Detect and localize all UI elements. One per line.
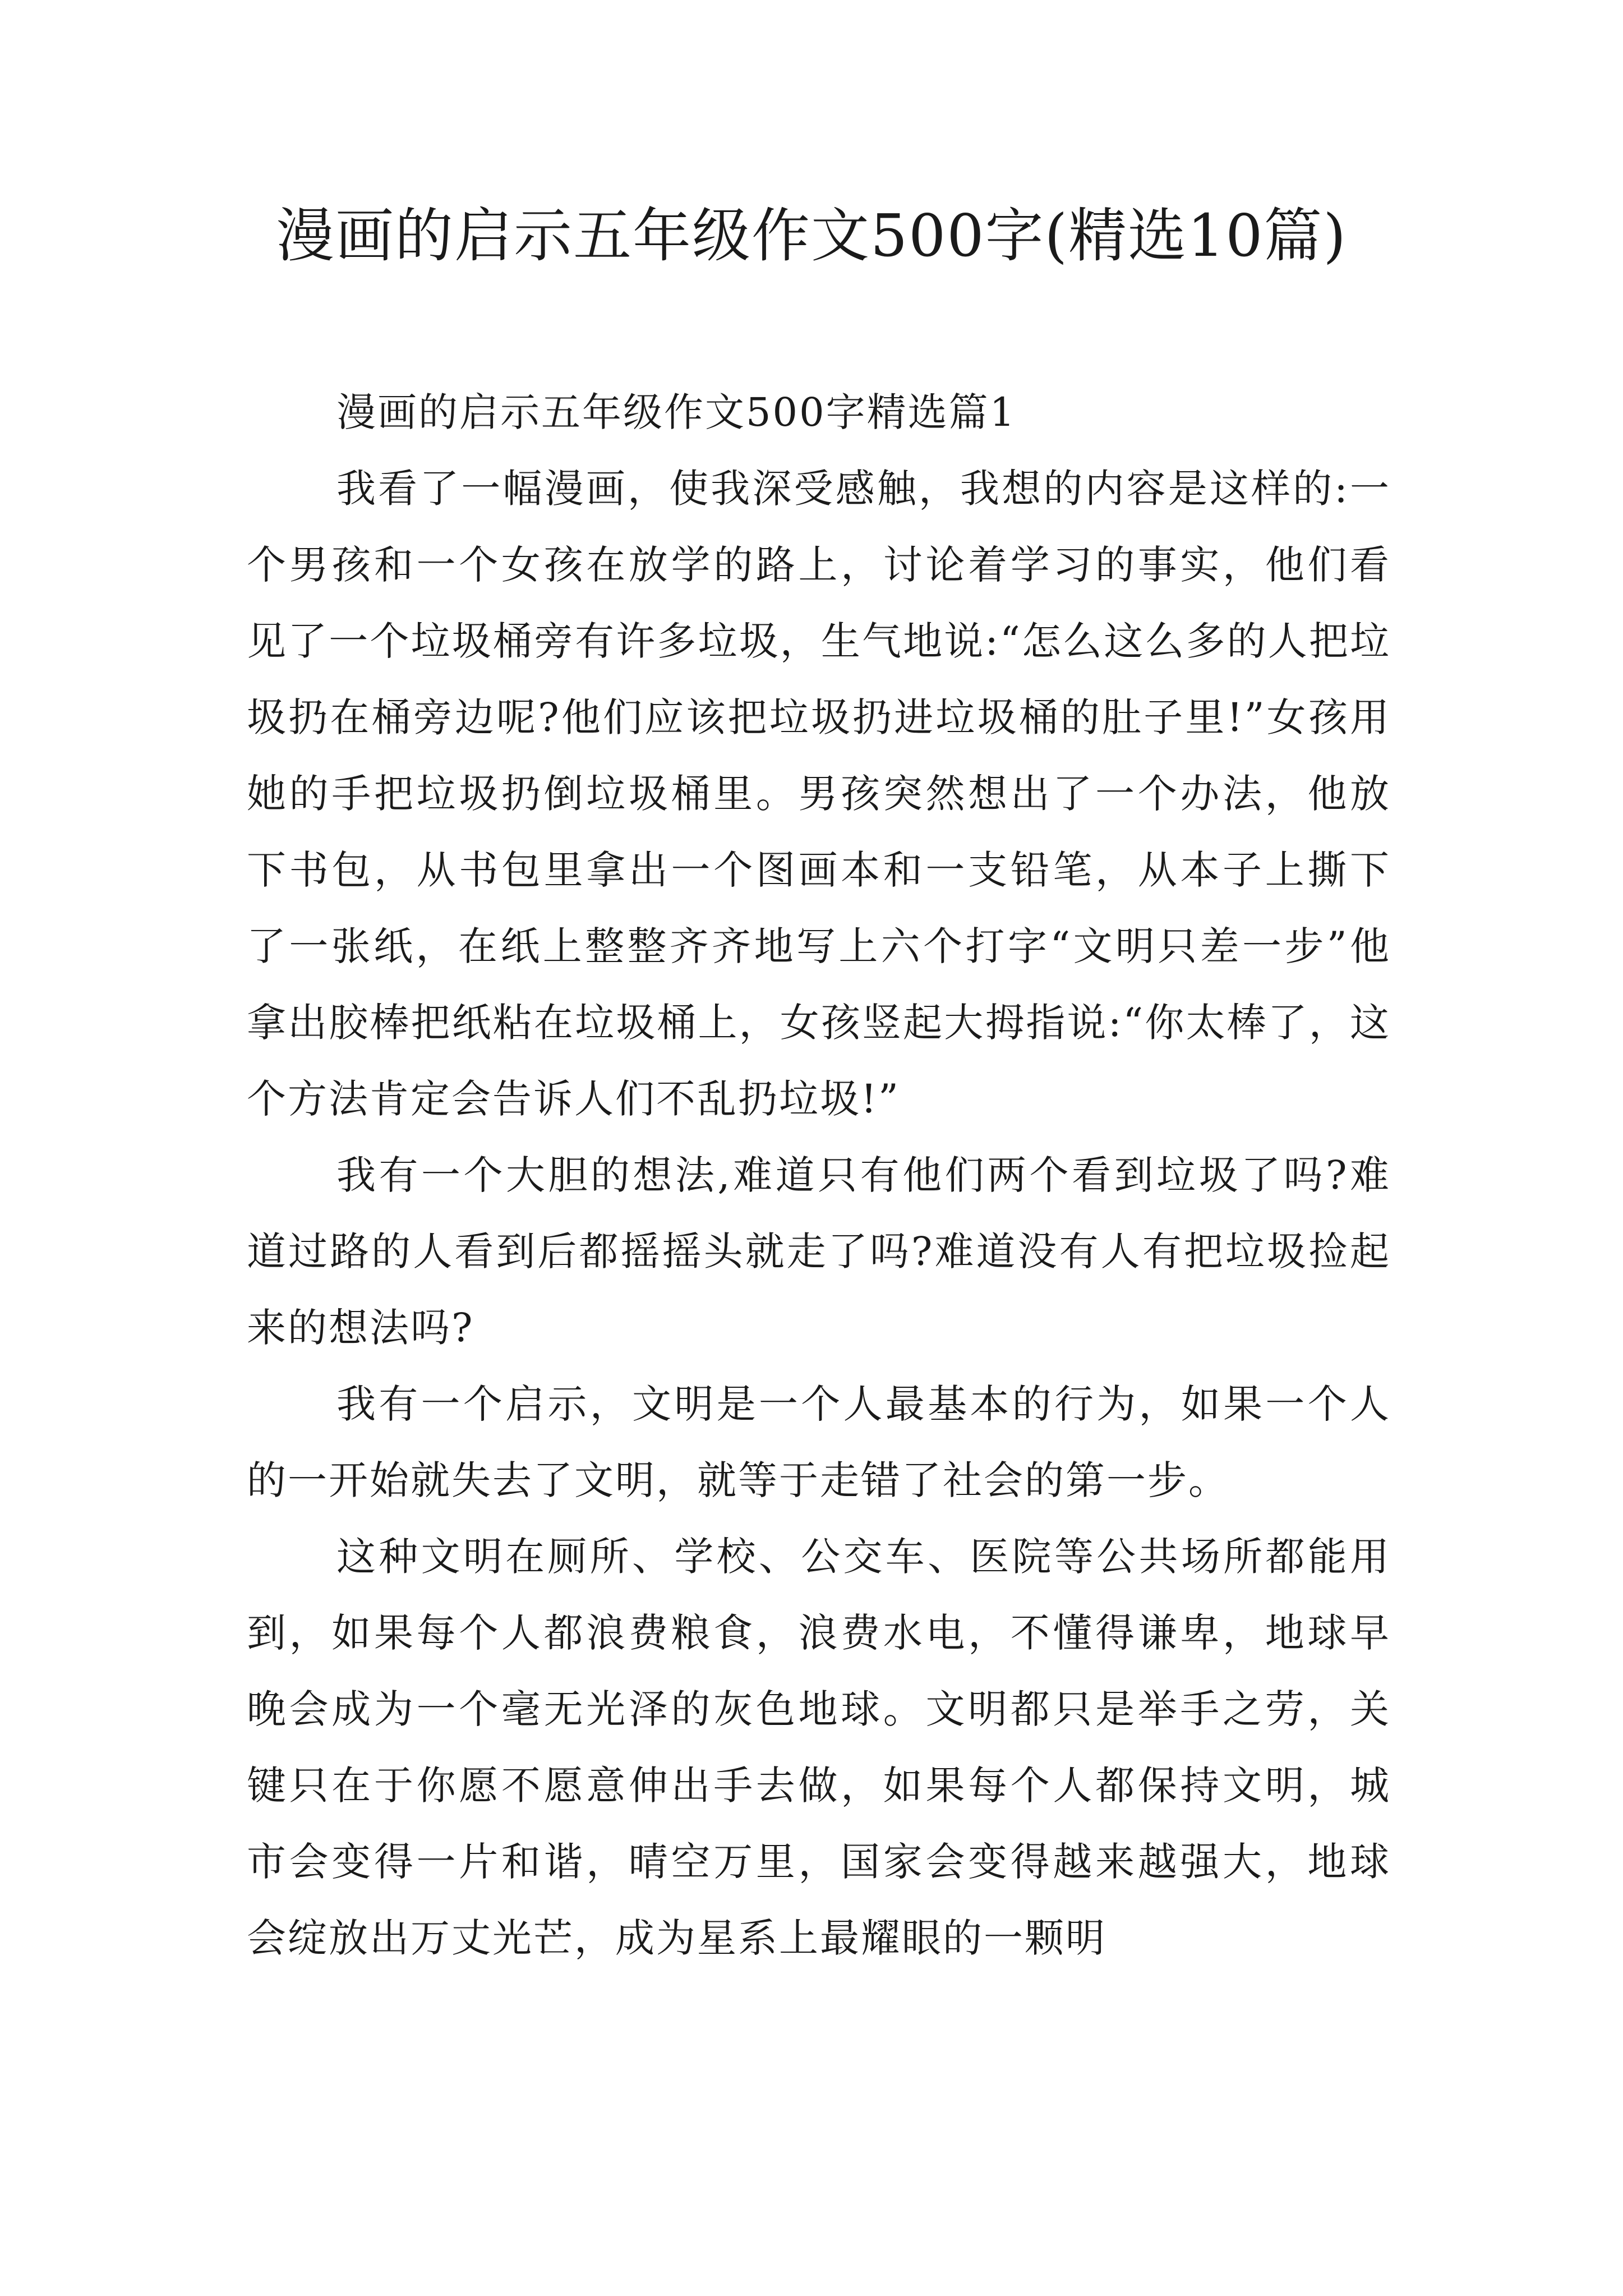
document-body <box>247 374 1391 1976</box>
paragraph-3: 我有一个启示，文明是一个人最基本的行为，如果一个人的一开始就失去了文明，就等于走错了社会的第一步。 <box>247 1381 1391 1503</box>
paragraph-1: 我看了一幅漫画，使我深受感触，我想的内容是这样的:一个男孩和一个女孩在放学的路上，讨论着学习的事实，他们看见了一个垃圾桶旁有许多垃圾，生气地说:“怎么这么多的人把垃圾扔在桶旁边呢?他们应该把垃圾扔进垃圾桶的肚子里!”女孩用她的手把垃圾扔倒垃圾桶里。男孩突然想出了一个办法，他放下书包，从书包里拿出一个图画本和一支铅笔，从本子上撕下了一张纸，在纸上整整齐齐地写上六个打字“文明只差一步”他拿出胶棒把纸粘在垃圾桶上，女孩竖起大拇指说:“你太棒了，这个方法肯定会告诉人们不乱扔垃圾!” <box>247 466 1391 1122</box>
paragraph-2: 我有一个大胆的想法,难道只有他们两个看到垃圾了吗?难道过路的人看到后都摇摇头就走了吗?难道没有人有把垃圾捡起来的想法吗? <box>247 1152 1391 1351</box>
document-title: 漫画的启示五年级作文500字(精选10篇) <box>276 201 1347 270</box>
section-heading: 漫画的启示五年级作文500字精选篇1 <box>336 389 1017 435</box>
paragraph-4: 这种文明在厕所、学校、公交车、医院等公共场所都能用到，如果每个人都浪费粮食，浪费水电，不懂得谦卑，地球早晚会成为一个毫无光泽的灰色地球。文明都只是举手之劳，关键只在于你愿不愿意伸出手去做，如果每个人都保持文明，城市会变得一片和谐，晴空万里，国家会变得越来越强大，地球会绽放出万丈光芒，成为星系上最耀眼的一颗明 <box>247 1534 1391 1961</box>
